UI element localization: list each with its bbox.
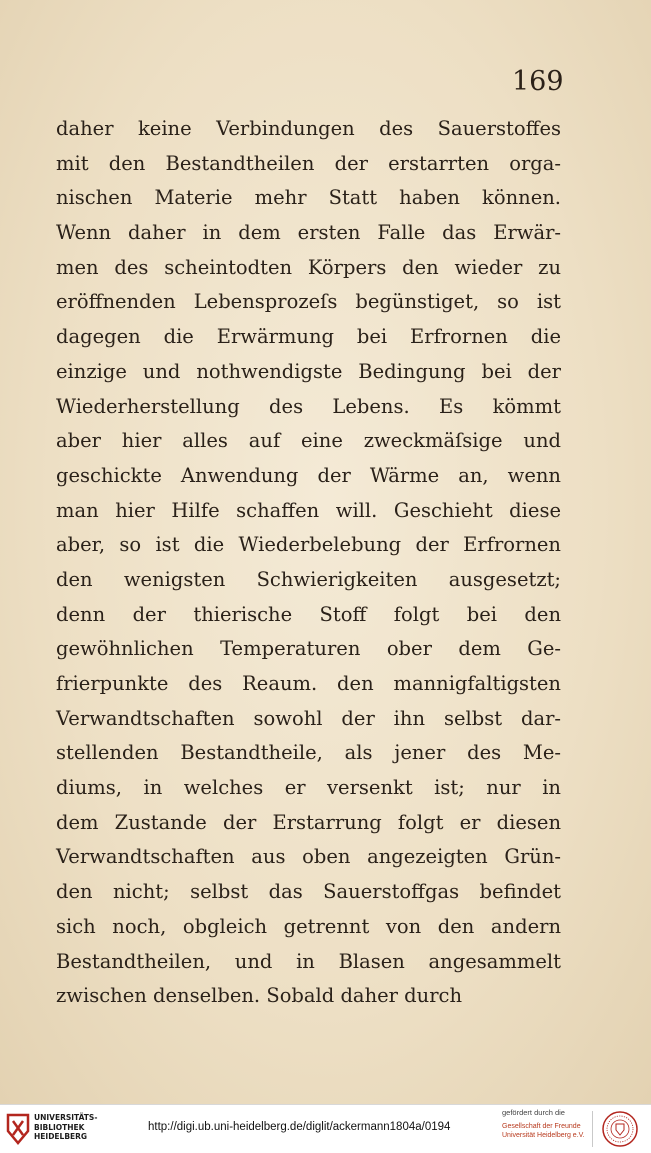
text-line: aber hier alles auf eine zweckmäſsige und	[56, 429, 561, 453]
text-line: denn der thierische Stoff folgt bei den	[56, 602, 561, 626]
library-name-line: BIBLIOTHEK	[34, 1122, 85, 1132]
footer-divider	[592, 1111, 593, 1147]
text-line: geschickte Anwendung der Wärme an, wenn	[56, 463, 561, 487]
society-name-line: Universität Heidelberg e.V.	[502, 1132, 585, 1139]
society-name[interactable]	[502, 1122, 585, 1140]
text-line: einzige und nothwendigste Bedingung bei der	[56, 359, 561, 383]
university-seal-icon[interactable]	[600, 1110, 640, 1148]
text-line: man hier Hilfe schaffen will. Geschieht diese	[56, 498, 561, 522]
text-line: Bestandtheilen, und in Blasen angesammelt	[56, 949, 561, 973]
society-name-line: Gesellschaft der Freunde	[502, 1123, 581, 1130]
page-number: 169	[512, 66, 564, 97]
text-line: men des scheintodten Körpers den wieder zu	[56, 255, 561, 279]
body-text	[56, 112, 561, 1014]
text-line: daher keine Verbindungen des Sauerstoffes	[56, 117, 561, 140]
permalink-url[interactable]: http://digi.ub.uni-heidelberg.de/diglit/ackermann1804a/0194	[148, 1121, 451, 1133]
text-line: stellenden Bestandtheile, als jener des Me-	[56, 741, 561, 765]
funded-by-label: gefördert durch die	[502, 1108, 565, 1117]
text-line: dagegen die Erwärmung bei Erfrornen die	[56, 325, 561, 349]
text-line: Verwandtschaften sowohl der ihn selbst dar-	[56, 706, 561, 730]
text-line: sich noch, obgleich getrennt von den andern	[56, 914, 561, 938]
text-line: Wiederherstellung des Lebens. Es kömmt	[56, 394, 561, 418]
text-line: den wenigsten Schwierigkeiten ausgesetzt;	[56, 567, 561, 591]
text-line: den nicht; selbst das Sauerstoffgas befindet	[56, 880, 561, 904]
text-line: gewöhnlichen Temperaturen ober dem Ge-	[56, 637, 561, 661]
text-line: dem Zustande der Erstarrung folgt er diesen	[56, 810, 561, 834]
library-name-line: UNIVERSITÄTS-	[34, 1113, 98, 1122]
text-line: frierpunkte des Reaum. den mannigfaltigsten	[56, 672, 561, 695]
text-line: diums, in welches er versenkt ist; nur in	[56, 776, 561, 800]
ub-heidelberg-logo-icon[interactable]	[6, 1111, 30, 1147]
library-name-line: HEIDELBERG	[34, 1132, 88, 1141]
text-line: Wenn daher in dem ersten Falle das Erwär-	[56, 221, 561, 245]
library-name[interactable]	[34, 1113, 97, 1142]
text-line: zwischen denselben. Sobald daher durch	[56, 984, 463, 1008]
viewer-footer	[0, 1104, 651, 1153]
text-line: aber, so ist die Wiederbelebung der Erfrornen	[56, 533, 561, 557]
text-line: Verwandtschaften aus oben angezeigten Grün-	[56, 845, 561, 869]
text-line: nischen Materie mehr Statt haben können.	[56, 186, 561, 210]
text-line: mit den Bestandtheilen der erstarrten orga-	[56, 151, 561, 175]
text-line: eröffnenden Lebensprozeſs begünstiget, so ist	[56, 290, 561, 314]
